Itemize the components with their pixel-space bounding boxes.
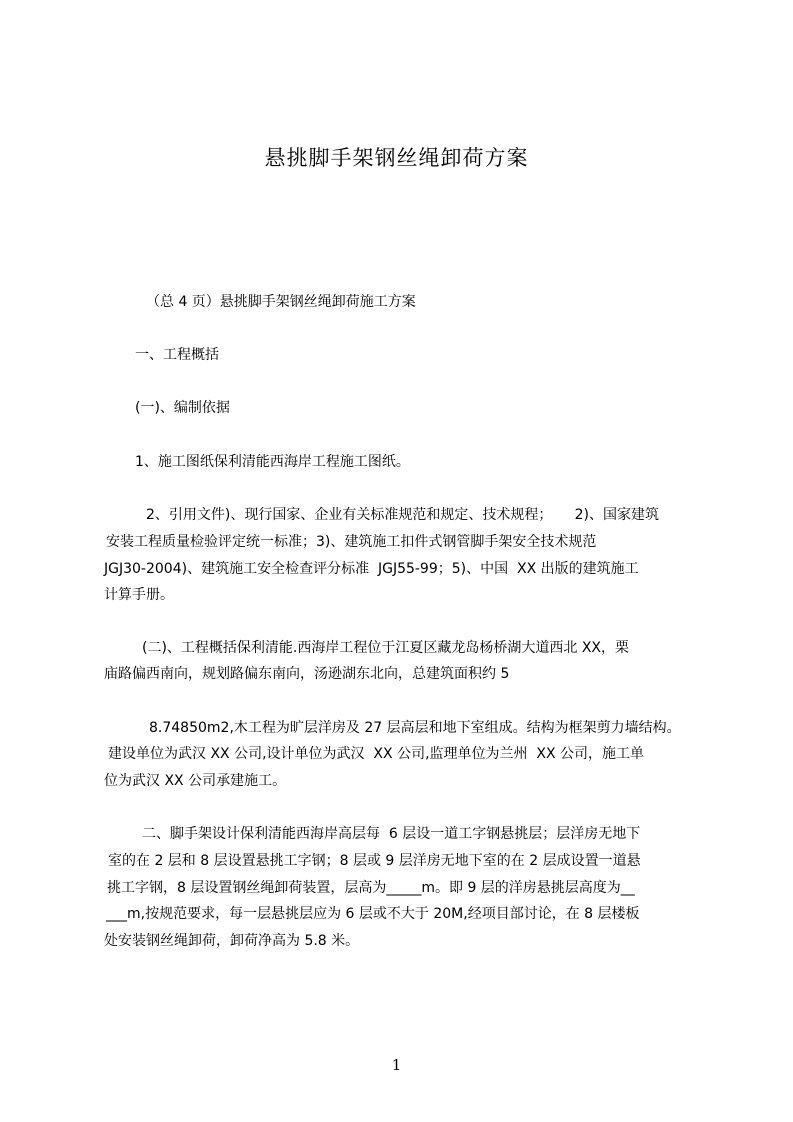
paragraph-line: 建设单位为武汉 XX 公司,设计单位为武汉 XX 公司,监理单位为兰州 XX 公司，施工单 [108, 746, 645, 762]
doc-subtitle: （总 4 页）悬挑脚手架钢丝绳卸荷施工方案 [146, 294, 416, 310]
subsection-heading: (一)、编制依据 [135, 400, 230, 416]
paragraph-line: 1、施工图纸保利清能西海岸工程施工图纸。 [135, 454, 410, 470]
paragraph-line: 庙路偏西南向，规划路偏东南向，汤逊湖东北向，总建筑面积约 5 [104, 666, 510, 682]
paragraph-line: 8.74850m2,木工程为旷层洋房及 27 层高层和地下室组成。结构为框架剪力墙结构。 [149, 720, 681, 736]
paragraph-line: 安装工程质量检验评定统一标准；3)、建筑施工扣件式钢管脚手架安全技术规范 [106, 534, 597, 550]
paragraph-line: 处安装钢丝绳卸荷，卸荷净高为 5.8 米。 [104, 933, 360, 949]
paragraph-line: (二)、工程概括保利清能.西海岸工程位于江夏区藏龙岛杨桥湖大道西北 XX，栗 [142, 640, 630, 656]
page-title: 悬挑脚手架钢丝绳卸荷方案 [264, 146, 529, 170]
paragraph-line: 2、引用文件)、现行国家、企业有关标准规范和规定、技术规程； 2)、国家建筑 [146, 507, 659, 523]
paragraph-line: 二、脚手架设计保利清能西海岸高层每 6 层设一道工字钢悬挑层；层洋房无地下 [142, 826, 641, 842]
paragraph-line: 计算手册。 [104, 587, 174, 603]
page-number: 1 [391, 1056, 402, 1074]
paragraph-line: 位为武汉 XX 公司承建施工。 [104, 773, 287, 789]
paragraph-line: 室的在 2 层和 8 层设置悬挑工字钢；8 层或 9 层洋房无地下室的在 2 层成设置一道悬 [108, 853, 641, 869]
paragraph-line: ___m,按规范要求，每一层悬挑层应为 6 层或不大于 20M,经项目部讨论，在 8 层楼板 [106, 906, 640, 922]
paragraph-line: JGJ30-2004)、建筑施工安全检查评分标准 JGJ55-99；5)、中国 XX 出版的建筑施工 [104, 561, 639, 577]
section-heading: 一、工程概括 [135, 347, 219, 363]
paragraph-line: 挑工字钢，8 层设置钢丝绳卸荷装置，层高为_____m。即 9 层的洋房悬挑层高度为__ [107, 880, 635, 896]
